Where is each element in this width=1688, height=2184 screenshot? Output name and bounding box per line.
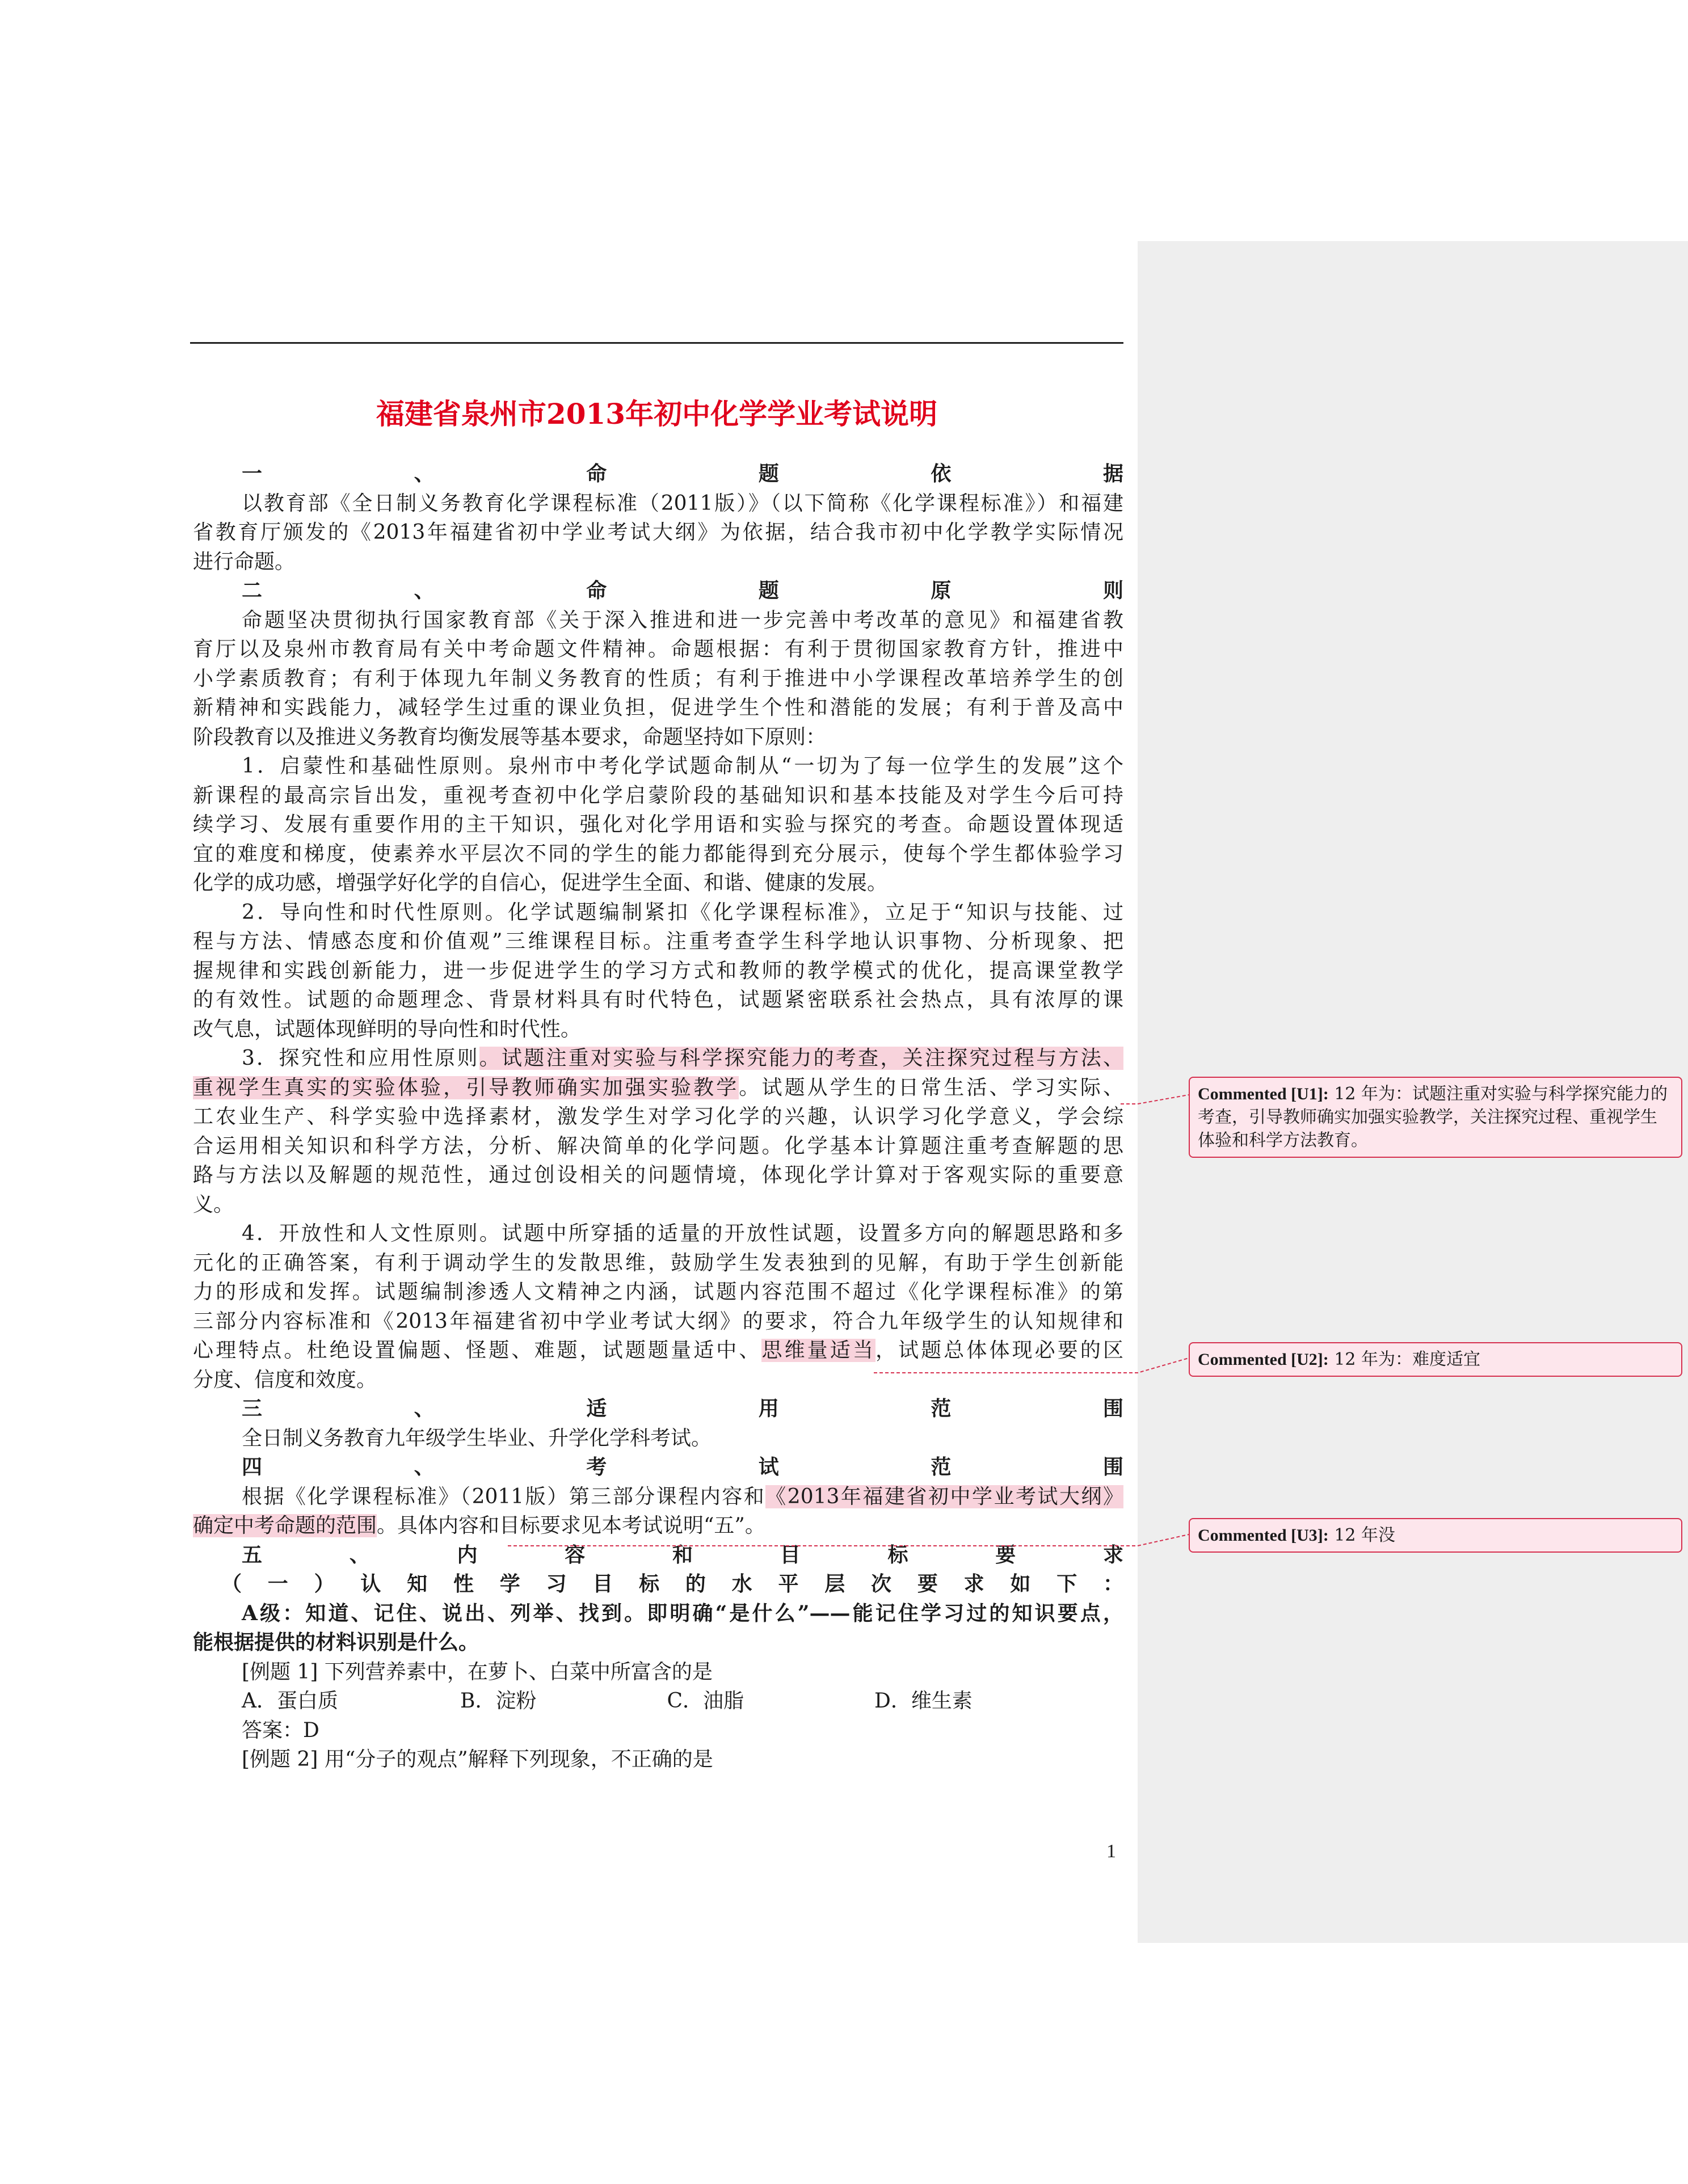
text-run: 一、命题依据 [242,462,1123,486]
comment-text: 12 年为：难度适宜 [1334,1350,1481,1369]
text-run: 省教育厅颁发的《2013年福建省初中学业考试大纲》为依据，结合我市初中化学教学实际情况 [193,521,1123,544]
comment-text: 12 年没 [1334,1525,1396,1545]
text-run: 宜的难度和梯度，使素养水平层次不同的学生的能力都能得到充分展示，使每个学生都体验学习 [193,842,1123,866]
text-run: 四、考试范围 [242,1455,1123,1479]
text-run: 的有效性。试题的命题理念、背景材料具有时代特色，试题紧密联系社会热点，具有浓厚的课 [193,988,1123,1011]
text-run: 以教育部《全日制义务教育化学课程标准（2011版）》（以下简称《化学课程标准》）和福建 [242,491,1123,515]
answer-option: A．蛋白质 [242,1689,338,1713]
answer-option: D．维生素 [874,1689,973,1713]
text-run: 阶段教育以及推进义务教育均衡发展等基本要求，命题坚持如下原则： [193,725,827,749]
text-run: ，试题总体体现必要的区 [875,1339,1123,1362]
text-run: 进行命题。 [193,550,296,574]
text-run: 化学的成功感，增强学好化学的自信心，促进学生全面、和谐、健康的发展。 [193,871,888,895]
text-run: 合运用相关知识和科学方法，分析、解决简单的化学问题。化学基本计算题注重考查解题的思 [193,1134,1123,1158]
text-run: 。具体内容和目标要求见本考试说明“五”。 [377,1514,765,1537]
comment-id: Commented [U3]: [1198,1526,1329,1545]
text-run: 。试题从学生的日常生活、学习实际、 [739,1076,1123,1099]
document-title: 福建省泉州市2013年初中化学学业考试说明 [376,397,938,431]
text-run: 改气息，试题体现鲜明的导向性和时代性。 [193,1017,582,1041]
commented-text[interactable]: 重视学生真实的实验体验，引导教师确实加强实验教学 [193,1076,739,1099]
text-run: 三、适用范围 [242,1397,1123,1420]
text-run: （一）认知性学习目标的水平层次要求如下： [221,1572,1123,1596]
text-run: 小学素质教育；有利于体现九年制义务教育的性质；有利于推进中小学课程改革培养学生的创 [193,667,1123,690]
text-run: 续学习、发展有重要作用的主干知识，强化对化学用语和实验与探究的考查。命题设置体现适 [193,813,1123,836]
text-run: 心理特点。杜绝设置偏题、怪题、难题，试题题量适中、 [193,1339,762,1362]
comment-u2[interactable] [1189,1342,1682,1377]
text-run: 命题坚决贯彻执行国家教育部《关于深入推进和进一步完善中考改革的意见》和福建省教 [242,608,1123,632]
text-run: 程与方法、情感态度和价值观”三维课程目标。注重考查学生科学地认识事物、分析现象、把 [193,930,1123,953]
text-run: 3．探究性和应用性原则 [242,1047,479,1070]
text-run: 能根据提供的材料识别是什么。 [193,1630,479,1654]
answer-option: B．淀粉 [460,1689,537,1713]
commented-text[interactable]: 确定中考命题的范围 [193,1514,377,1537]
text-run: 4．开放性和人文性原则。试题中所穿插的适量的开放性试题，设置多方向的解题思路和多 [242,1222,1123,1245]
text-run: 新精神和实践能力，减轻学生过重的课业负担，促进学生个性和潜能的发展；有利于普及高中 [193,696,1123,719]
page-number: 1 [1106,1841,1116,1862]
text-run: [例题 2] 用“分子的观点”解释下列现象，不正确的是 [242,1748,713,1771]
text-run: 新课程的最高宗旨出发，重视考查初中化学启蒙阶段的基础知识和基本技能及对学生今后可持 [193,783,1123,807]
text-run: 力的形成和发挥。试题编制渗透人文精神之内涵，试题内容范围不超过《化学课程标准》的第 [193,1280,1123,1304]
text-run: 答案：D [242,1718,319,1742]
comment-leader-u3 [508,1534,1189,1546]
comment-u1[interactable] [1189,1077,1682,1158]
text-run: 三部分内容标准和《2013年福建省初中学业考试大纲》的要求，符合九年级学生的认知规律和 [193,1309,1123,1333]
comment-id: Commented [U2]: [1198,1350,1329,1369]
commented-text[interactable]: 《2013年福建省初中学业考试大纲》 [765,1485,1123,1508]
text-run: 工农业生产、科学实验中选择素材，激发学生对学习化学的兴趣，认识学习化学意义，学会综 [193,1105,1123,1128]
comment-u3[interactable] [1189,1518,1682,1553]
text-run: 全日制义务教育九年级学生毕业、升学化学科考试。 [242,1426,712,1450]
text-run: 根据《化学课程标准》（2011版）第三部分课程内容和 [242,1485,766,1508]
text-run: 握规律和实践创新能力，进一步促进学生的学习方式和教师的教学模式的优化，提高课堂教学 [193,959,1123,983]
text-run: 路与方法以及解题的规范性，通过创设相关的问题情境，体现化学计算对于客观实际的重要意 [193,1163,1123,1187]
text-run: [例题 1] 下列营养素中，在萝卜、白菜中所富含的是 [242,1660,713,1684]
text-run: 五、内容和目标要求 [242,1542,1123,1567]
text-run: 元化的正确答案，有利于调动学生的发散思维，鼓励学生发表独到的见解，有助于学生创新能 [193,1251,1123,1275]
comment-id: Commented [U1]: [1198,1085,1329,1103]
commented-text[interactable]: 思维量适当 [761,1339,875,1362]
text-run: 育厅以及泉州市教育局有关中考命题文件精神。命题根据：有利于贯彻国家教育方针，推进中 [193,638,1123,661]
text-run: 2．导向性和时代性原则。化学试题编制紧扣《化学课程标准》，立足于“知识与技能、过 [242,900,1123,924]
text-run: 二、命题原则 [242,579,1123,602]
commented-text[interactable]: 。试题注重对实验与科学探究能力的考查，关注探究过程与方法、 [479,1047,1123,1070]
text-run: 1．启蒙性和基础性原则。泉州市中考化学试题命制从“一切为了每一位学生的发展”这个 [242,754,1123,778]
answer-option: C．油脂 [667,1689,744,1713]
text-run: 义。 [193,1192,234,1216]
text-run: 分度、信度和效度。 [193,1368,377,1392]
comment-leader-u2 [874,1358,1189,1373]
comment-text: 12 年为：试题注重对实验与科学探究能力的考查，引导教师确实加强实验教学，关注探究过程、重视学生体验和科学方法教育。 [1198,1084,1668,1150]
comment-leader-u1 [1121,1095,1189,1104]
text-run: A级：知道、记住、说出、列举、找到。即明确“是什么”——能记住学习过的知识要点， [242,1601,1123,1625]
